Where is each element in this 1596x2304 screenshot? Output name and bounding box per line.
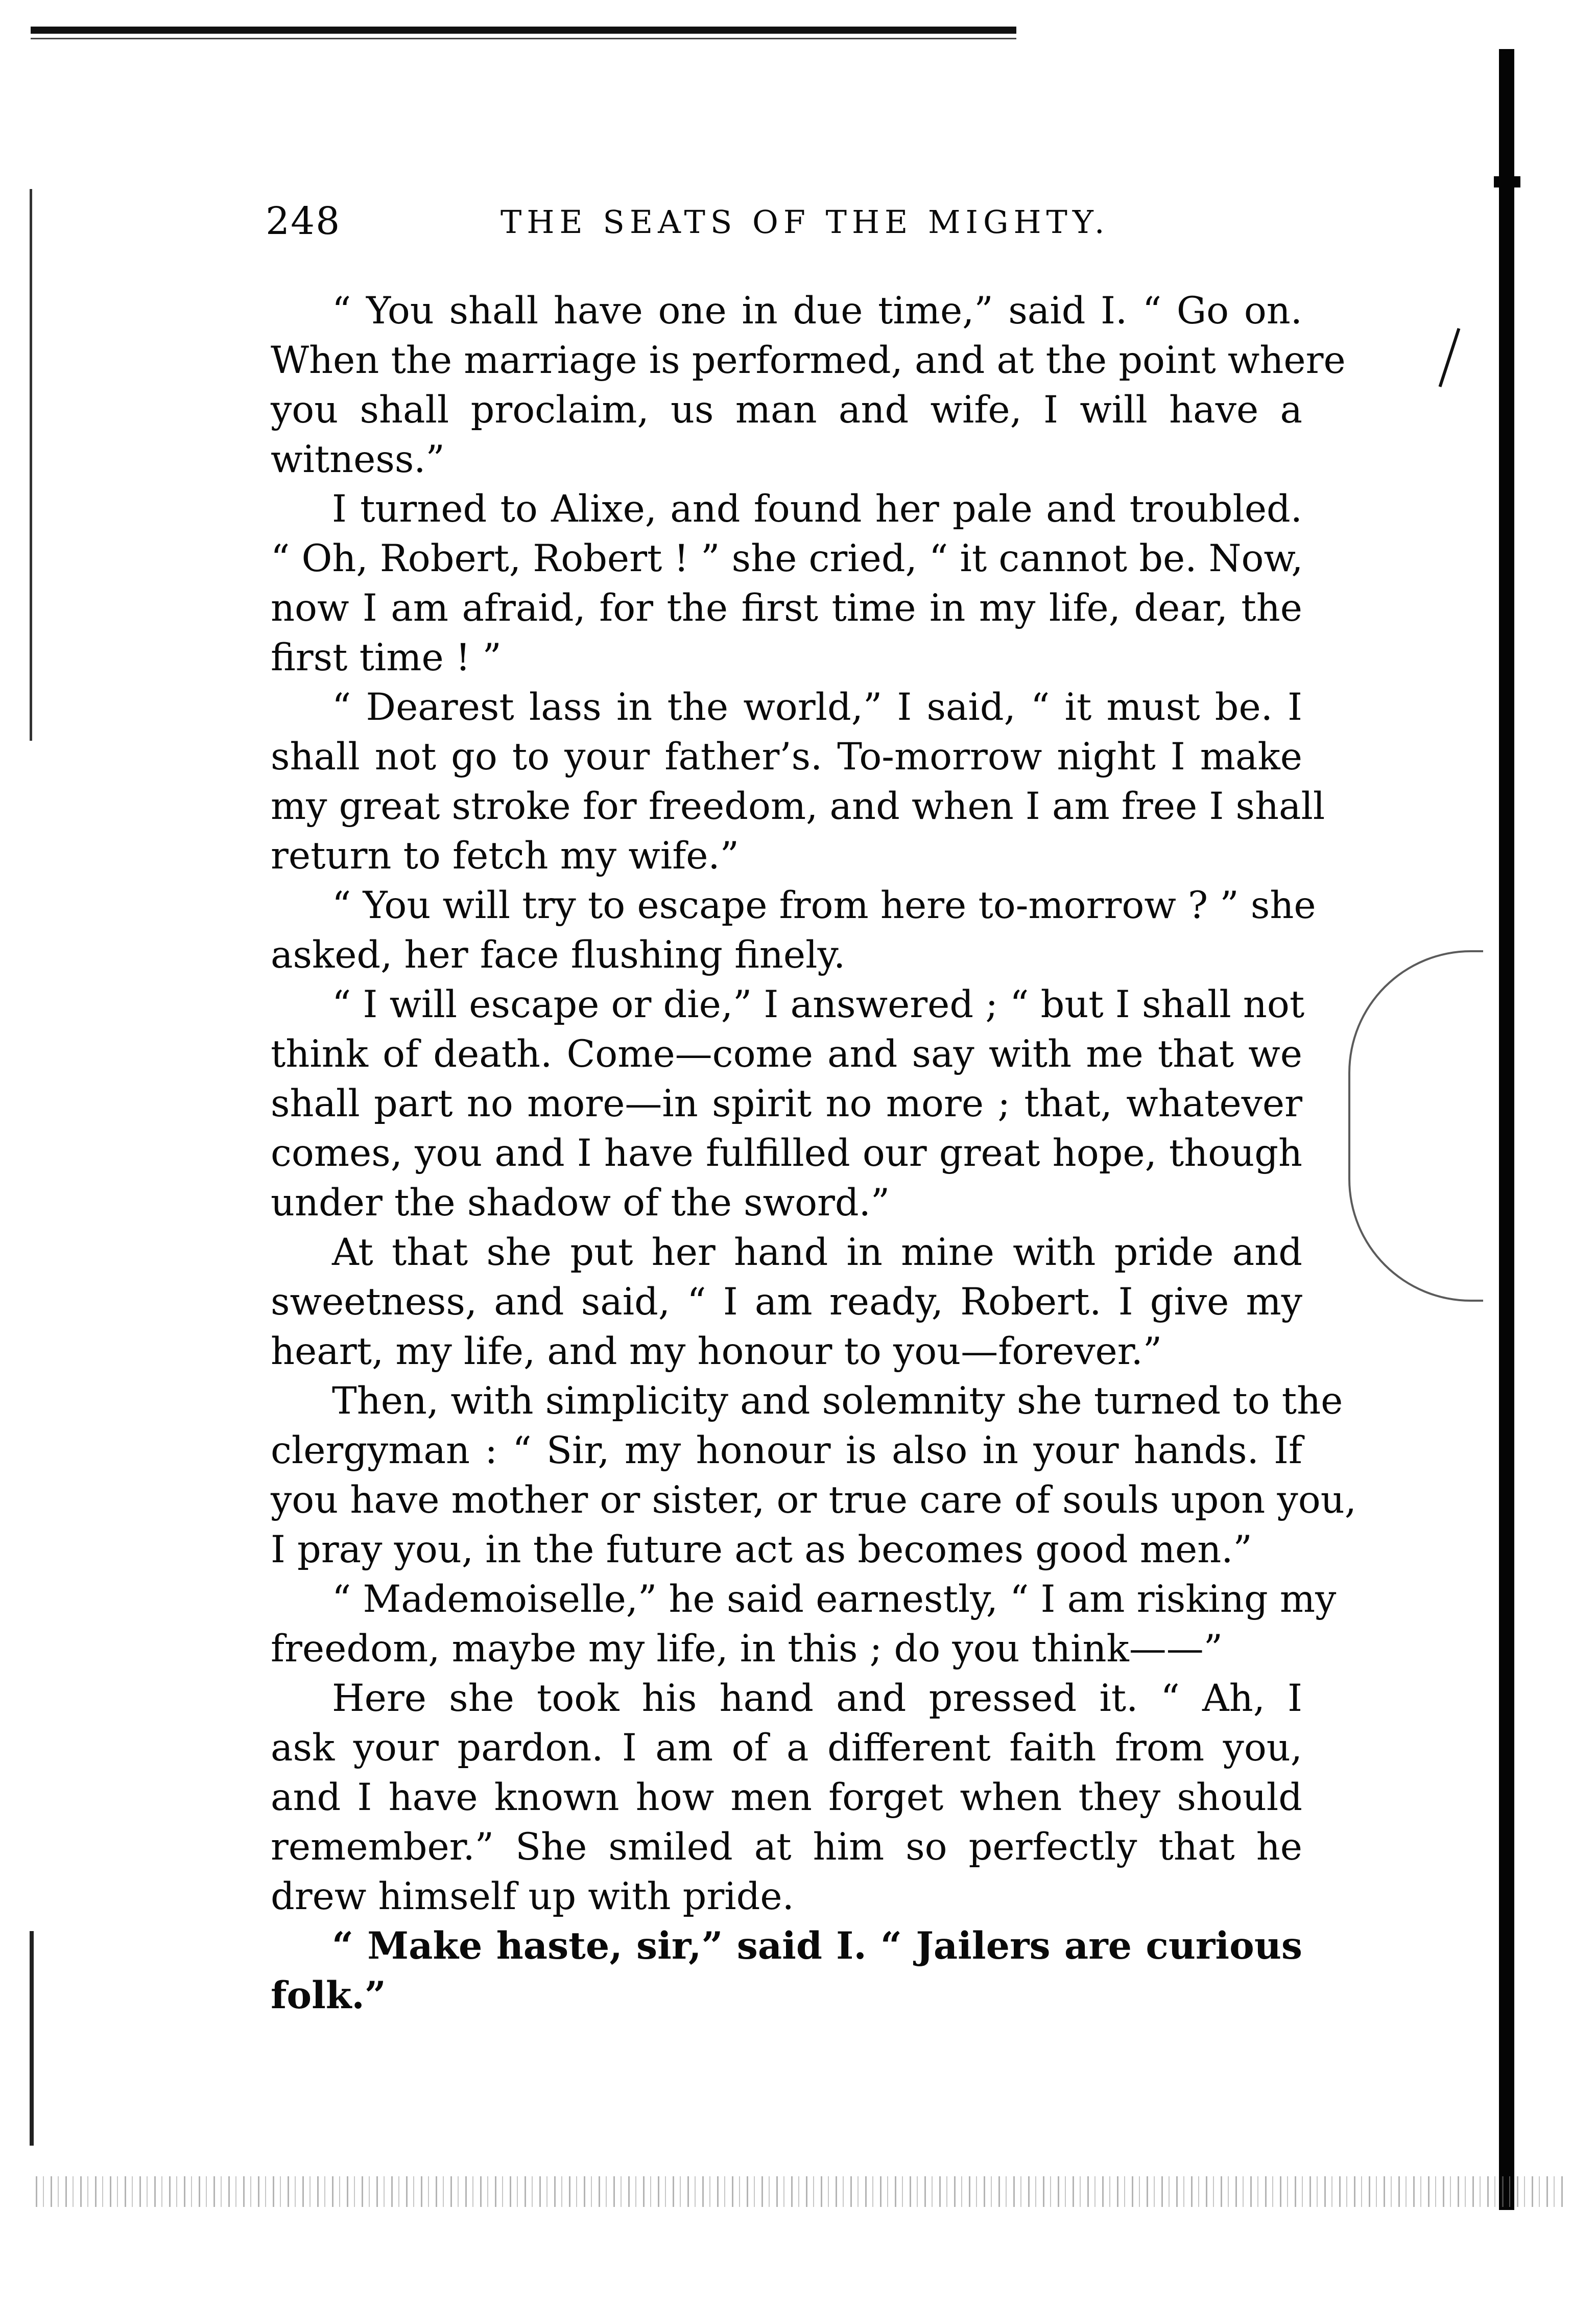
text-line: you shall proclaim, us man and wife, I will have a [271,388,1302,432]
text-line: drew himself up with pride. [271,1875,794,1918]
text-line: When the marriage is performed, and at the point where [271,339,1346,382]
text-line: I pray you, in the future act as becomes good men.” [271,1528,1252,1571]
text-line: think of death. Come—come and say with me that we [271,1032,1302,1076]
left-margin-mark [30,189,32,741]
text-line: I turned to Alixe, and found her pale and troubled. [332,487,1302,531]
text-line: folk.” [271,1973,386,2017]
running-title: THE SEATS OF THE MIGHTY. [501,203,1110,241]
page-number: 248 [266,199,341,243]
text-line: first time ! ” [271,636,502,679]
text-line: shall part no more—in spirit no more ; that, whatever [271,1082,1302,1125]
text-line: At that she put her hand in mine with pride and [332,1231,1302,1274]
top-rule-thin [31,38,1016,39]
text-line: “ Dearest lass in the world,” I said, “ it must be. I [332,686,1302,729]
body-text [271,286,1356,2020]
text-line: under the shadow of the sword.” [271,1181,890,1225]
text-line: “ You will try to escape from here to-morrow ? ” she [332,884,1316,927]
text-line: now I am afraid, for the first time in my life, dear, the [271,586,1302,630]
text-line: asked, her face flushing finely. [271,933,846,977]
binding-edge [1499,49,1514,2210]
text-line: “ Oh, Robert, Robert ! ” she cried, “ it cannot be. Now, [271,537,1303,580]
text-line: and I have known how men forget when they should [271,1776,1302,1819]
text-line: shall not go to your father’s. To-morrow night I make [271,735,1302,779]
left-margin-mark-lower [30,1931,34,2146]
text-line: you have mother or sister, or true care of souls upon you, [271,1478,1356,1522]
text-line: comes, you and I have fulfilled our great hope, though [271,1132,1302,1175]
bottom-scan-noise [36,2176,1568,2207]
margin-pencil-mark [1348,950,1483,1302]
text-line: “ You shall have one in due time,” said I. “ Go on. [332,289,1302,333]
page-header [266,199,1226,255]
text-line: “ I will escape or die,” I answered ; “ but I shall not [332,983,1305,1026]
text-line: “ Mademoiselle,” he said earnestly, “ I am risking my [332,1578,1337,1621]
top-rule [31,27,1016,34]
text-line: return to fetch my wife.” [271,834,739,878]
text-line: freedom, maybe my life, in this ; do you think——” [271,1627,1223,1671]
binding-edge-tick [1494,176,1520,187]
text-line: witness.” [271,438,445,481]
text-line: clergyman : “ Sir, my honour is also in your hands. If [271,1429,1302,1472]
text-line: Here she took his hand and pressed it. “ Ah, I [332,1677,1302,1720]
text-line: “ Make haste, sir,” said I. “ Jailers are curious [332,1924,1302,1968]
margin-slash-mark [1439,328,1461,387]
text-line: ask your pardon. I am of a different faith from you, [271,1726,1302,1770]
text-line: remember.” She smiled at him so perfectly that he [271,1825,1302,1869]
text-line: my great stroke for freedom, and when I am free I shall [271,785,1325,828]
text-line: Then, with simplicity and solemnity she turned to the [332,1379,1343,1423]
text-line: sweetness, and said, “ I am ready, Robert. I give my [271,1280,1302,1324]
text-line: heart, my life, and my honour to you—forever.” [271,1330,1162,1373]
